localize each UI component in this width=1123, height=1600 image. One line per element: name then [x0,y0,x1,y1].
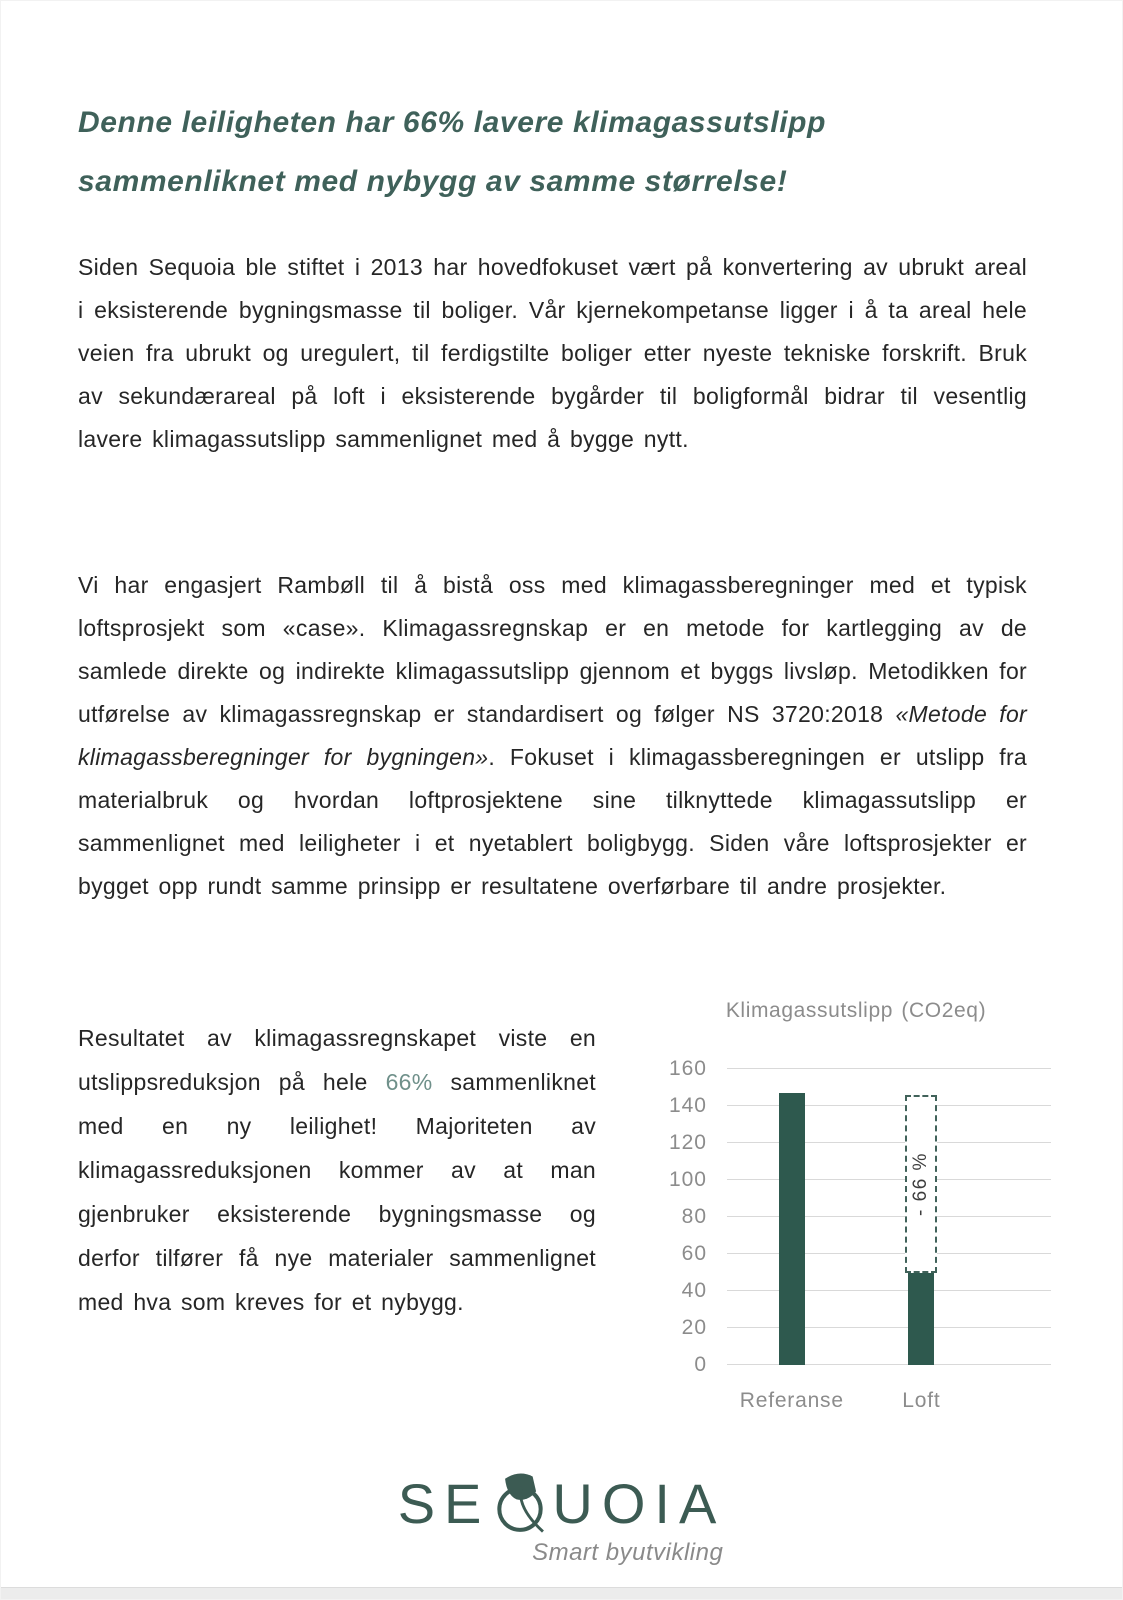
y-axis-tick-label: 100 [668,1167,707,1191]
chart-gridline [668,1167,1051,1191]
leaf-q-icon [491,1473,549,1535]
chart-gridline [668,1093,1051,1117]
logo-text-uoia: UOIA [552,1472,726,1535]
chart-gridline [694,1352,1051,1376]
page-title-line2: sammenliknet med nybygg av samme størrelse! [78,165,788,199]
chart-gridline [681,1315,1051,1339]
dashed-reduction-box [905,1095,937,1273]
chart-title: Klimagassutslipp (CO2eq) [725,999,987,1022]
paragraph-method [78,564,1027,908]
emissions-bar-chart [651,993,1061,1412]
paragraph-method-text-1: Vi har engasjert Rambøll til å bistå oss med klimagassberegninger med et typisk loftsprosjekt som «case». Klimagassregnskap er en metode for kartlegging av de samlede direkte og indirekte klimagassutslipp gjennom et byggs livsløp. Metodikken for utførelse av klimagassregnskap er standardisert og følger NS 3720:2018 [78,572,1027,727]
y-axis-tick-label: 60 [681,1241,707,1265]
page-title [78,93,1027,211]
chart-bar-referanse [779,1093,805,1365]
y-axis-tick-label: 140 [668,1093,707,1117]
y-axis-tick-label: 160 [668,1056,707,1080]
paragraph-result-text-2: sammenliknet med en ny leilighet! Majoriteten av klimagassreduksjonen kommer av at man gjenbruker eksisterende bygningsmasse og derfor tilfører få nye materialer sammenlignet med hva som kreves for et nybygg. [78,1069,596,1315]
chart-gridline [668,1130,1051,1154]
x-axis-category-label: Referanse [739,1389,844,1412]
y-axis-tick-label: 40 [681,1278,707,1302]
result-highlight-66-percent: 66% [385,1069,433,1095]
reduction-percent-label: - 66 % [910,1151,932,1216]
page-bottom-strip [1,1587,1122,1599]
paragraph-intro [78,246,1027,461]
y-axis-tick-label: 80 [681,1204,707,1228]
chart-gridline [681,1204,1051,1228]
logo-text-se: SE [397,1472,491,1535]
chart-gridline [681,1241,1051,1265]
chart-bar-loft [908,1273,934,1366]
paragraph-intro-text: Siden Sequoia ble stiftet i 2013 har hovedfokuset vært på konvertering av ubrukt areal i eksisterende bygningsmasse til boliger. Vår kjernekompetanse ligger i å ta areal hele veien fra ubrukt og uregulert, til ferdigstilte boliger etter nyeste tekniske forskrift. Bruk av sekundærareal på loft i eksisterende bygårder til boligformål bidrar til vesentlig lavere klimagassutslipp sammenlignet med å bygge nytt. [78,254,1027,452]
y-axis-tick-label: 120 [668,1130,707,1154]
y-axis-tick-label: 0 [694,1352,707,1376]
paragraph-result-text-1: Resultatet av klimagassregnskapet viste en utslippsreduksjon på hele [78,1025,596,1095]
page-title-line1: Denne leiligheten har 66% lavere klimagassutslipp [78,106,827,140]
chart-gridline [668,1056,1051,1080]
sequoia-logo [398,1473,726,1567]
results-section [78,993,1061,1412]
logo-tagline: Smart byutvikling [532,1539,724,1566]
chart-gridline [681,1278,1051,1302]
paragraph-method-text-2: . Fokuset i klimagassberegningen er utslipp fra materialbruk og hvordan loftprosjektene sine tilknyttede klimagassutslipp er sammenlignet med leiligheter i et nyetablert boligbygg. Siden våre loftsprosjekter er bygget opp rundt samme prinsipp er resultatene overførbare til andre prosjekter. [78,744,1027,899]
sequoia-logo-row [398,1473,726,1535]
y-axis-tick-label: 20 [681,1315,707,1339]
footer-logo-block [1,1473,1122,1567]
x-axis-category-label: Loft [902,1389,941,1412]
paragraph-method-standard-name: «Metode for klimagassberegninger for bygningen» [78,701,1027,770]
chart-plot [668,1056,1051,1412]
paragraph-result [78,1016,596,1324]
